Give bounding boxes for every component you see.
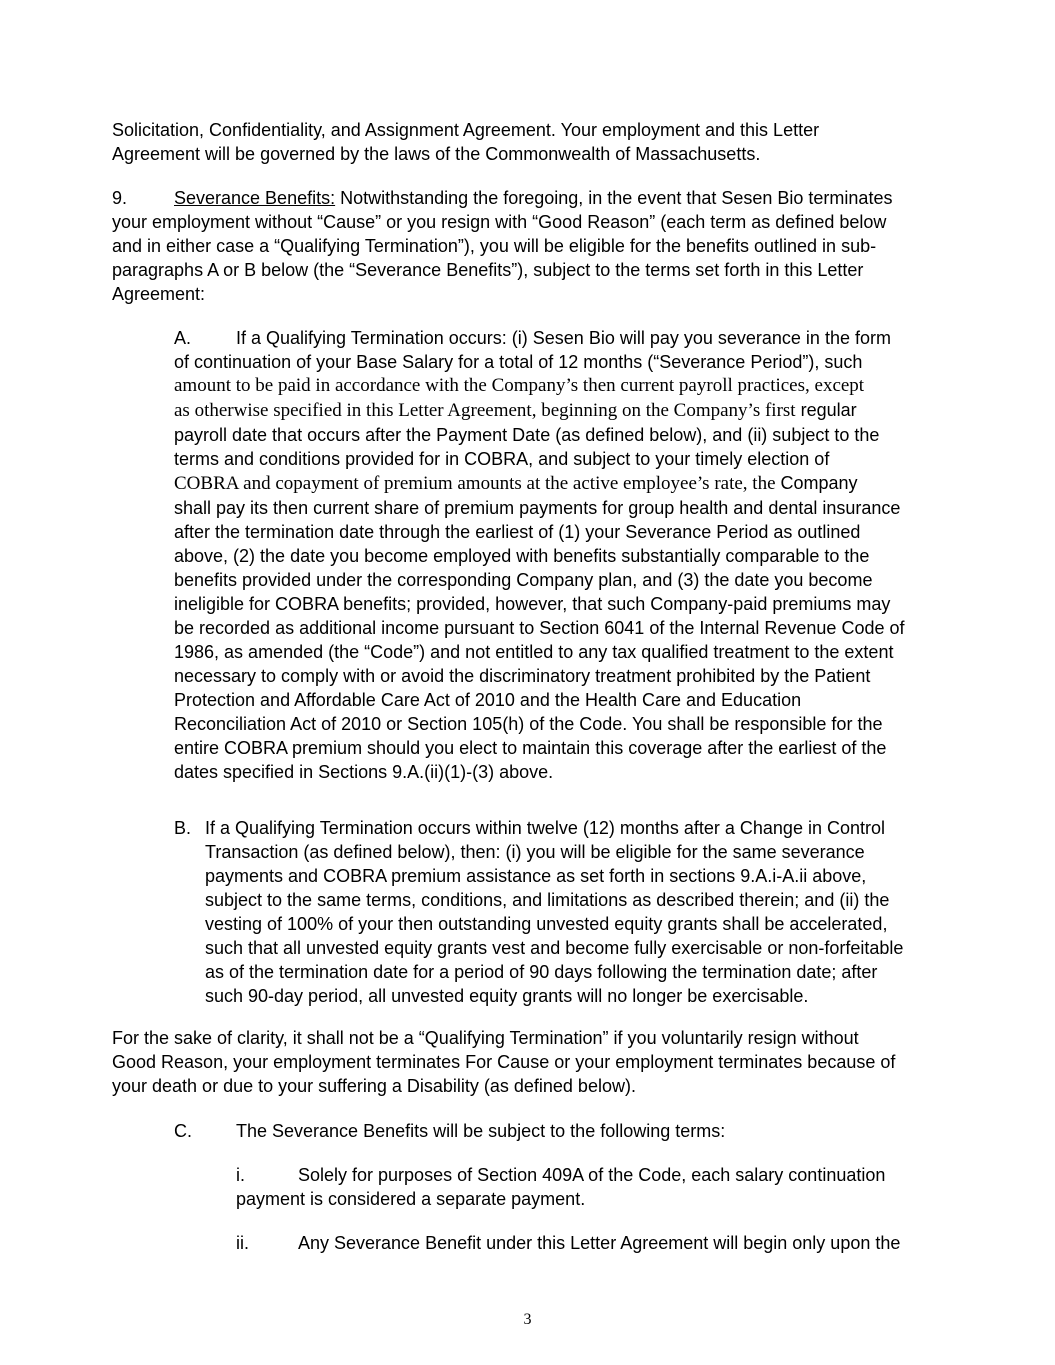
paragraph-a-line-sans-part: regular <box>795 400 857 420</box>
item-ii-label: ii. <box>236 1233 249 1253</box>
paragraph-b-first-line <box>174 816 903 840</box>
paragraph-a-line: payroll date that occurs after the Payment Date (as defined below), and (ii) subject to the <box>174 425 880 445</box>
section-9-first-line <box>112 186 892 210</box>
paragraph-a-line: benefits provided under the corresponding Company plan, and (3) the date you become <box>174 570 873 590</box>
item-ii-first-line <box>236 1231 900 1255</box>
section-9-line: Agreement: <box>112 284 206 304</box>
paragraph-a-line: terms and conditions provided for in COBRA, and subject to your timely election of <box>174 449 830 469</box>
paragraph-a-line: necessary to comply with or avoid the discriminatory treatment prohibited by the Patient <box>174 666 871 686</box>
paragraph-b-line: such that all unvested equity grants vest and become fully exercisable or non-forfeitable <box>205 938 904 958</box>
paragraph-b-line: Transaction (as defined below), then: (i) you will be eligible for the same severance <box>205 842 865 862</box>
paragraph-a <box>174 326 905 784</box>
paragraph-c <box>174 1119 725 1143</box>
section-9-line: and in either case a “Qualifying Termination”), you will be eligible for the benefits outlined in sub- <box>112 236 877 256</box>
paragraph-b-line: such 90-day period, all unvested equity grants will no longer be exercisable. <box>205 986 809 1006</box>
section-heading: Severance Benefits: <box>174 188 336 208</box>
paragraph-b-line: as of the termination date for a period of 90 days following the termination date; after <box>205 962 878 982</box>
page-number: 3 <box>523 1311 532 1328</box>
section-number: 9. <box>112 188 128 208</box>
paragraph-a-line: above, (2) the date you become employed with benefits substantially comparable to the <box>174 546 870 566</box>
paragraph-b-line: subject to the same terms, conditions, and limitations as described therein; and (ii) the <box>205 890 890 910</box>
intro-paragraph <box>112 118 819 166</box>
paragraph-a-line: 1986, as amended (the “Code”) and not entitled to any tax qualified treatment to the extent <box>174 642 894 662</box>
item-i <box>236 1163 885 1211</box>
paragraph-a-line <box>174 398 905 423</box>
item-i-line-2: payment is considered a separate payment. <box>236 1189 586 1209</box>
intro-line-1: Solicitation, Confidentiality, and Assignment Agreement. Your employment and this Letter <box>112 120 820 140</box>
paragraph-a-line: amount to be paid in accordance with the Company’s then current payroll practices, except <box>174 375 865 396</box>
item-ii <box>236 1231 900 1255</box>
clarity-paragraph <box>112 1026 895 1098</box>
paragraph-a-line: after the termination date through the earliest of (1) your Severance Period as outlined <box>174 522 861 542</box>
paragraph-a-first-line <box>174 326 905 350</box>
paragraph-a-line-serif-part: as otherwise specified in this Letter Agreement, beginning on the Company’s first <box>174 400 796 421</box>
section-9-paragraph <box>112 186 892 306</box>
item-i-label: i. <box>236 1165 245 1185</box>
paragraph-a-line: ineligible for COBRA benefits; provided, however, that such Company-paid premiums may <box>174 594 891 614</box>
paragraph-b <box>174 816 903 1008</box>
paragraph-c-line <box>174 1119 725 1143</box>
paragraph-a-line <box>174 471 905 496</box>
section-9-line: your employment without “Cause” or you resign with “Good Reason” (each term as defined below <box>112 212 887 232</box>
section-9-line-1-text: Notwithstanding the foregoing, in the event that Sesen Bio terminates <box>335 188 893 208</box>
paragraph-c-letter: C. <box>174 1121 192 1141</box>
item-i-line-1-text: Solely for purposes of Section 409A of the Code, each salary continuation <box>298 1165 886 1185</box>
clarity-line: For the sake of clarity, it shall not be a “Qualifying Termination” if you voluntarily resign without <box>112 1028 859 1048</box>
paragraph-a-line-1-text: If a Qualifying Termination occurs: (i) Sesen Bio will pay you severance in the form <box>236 328 891 348</box>
paragraph-a-line-sans-part: Company <box>775 473 858 493</box>
paragraph-a-line: entire COBRA premium should you elect to maintain this coverage after the earliest of the <box>174 738 887 758</box>
paragraph-b-letter: B. <box>174 818 192 838</box>
paragraph-a-line: Protection and Affordable Care Act of 2010 and the Health Care and Education <box>174 690 802 710</box>
paragraph-b-line-1-text: If a Qualifying Termination occurs within twelve (12) months after a Change in Control <box>205 818 885 838</box>
paragraph-a-letter: A. <box>174 328 192 348</box>
paragraph-a-line: of continuation of your Base Salary for a total of 12 months (“Severance Period”), such <box>174 352 863 372</box>
paragraph-a-line: be recorded as additional income pursuant to Section 6041 of the Internal Revenue Code of <box>174 618 905 638</box>
clarity-line: your death or due to your suffering a Disability (as defined below). <box>112 1076 636 1096</box>
paragraph-a-line: Reconciliation Act of 2010 or Section 105(h) of the Code. You shall be responsible for the <box>174 714 883 734</box>
paragraph-c-text: The Severance Benefits will be subject to the following terms: <box>236 1121 726 1141</box>
intro-line-2: Agreement will be governed by the laws of the Commonwealth of Massachusetts. <box>112 144 761 164</box>
item-ii-line-1-text: Any Severance Benefit under this Letter Agreement will begin only upon the <box>298 1233 901 1253</box>
paragraph-b-line: payments and COBRA premium assistance as set forth in sections 9.A.i-A.ii above, <box>205 866 867 886</box>
item-i-first-line <box>236 1163 885 1187</box>
paragraph-a-line-serif-part: COBRA and copayment of premium amounts at the active employee’s rate, the <box>174 473 776 494</box>
paragraph-a-line: dates specified in Sections 9.A.(ii)(1)-(3) above. <box>174 762 554 782</box>
paragraph-b-line: vesting of 100% of your then outstanding unvested equity grants shall be accelerated, <box>205 914 888 934</box>
paragraph-a-line: shall pay its then current share of premium payments for group health and dental insurance <box>174 498 901 518</box>
section-9-line: paragraphs A or B below (the “Severance Benefits”), subject to the terms set forth in this Letter <box>112 260 864 280</box>
clarity-line: Good Reason, your employment terminates For Cause or your employment terminates because of <box>112 1052 896 1072</box>
paragraph-b-continuation <box>174 840 903 1008</box>
